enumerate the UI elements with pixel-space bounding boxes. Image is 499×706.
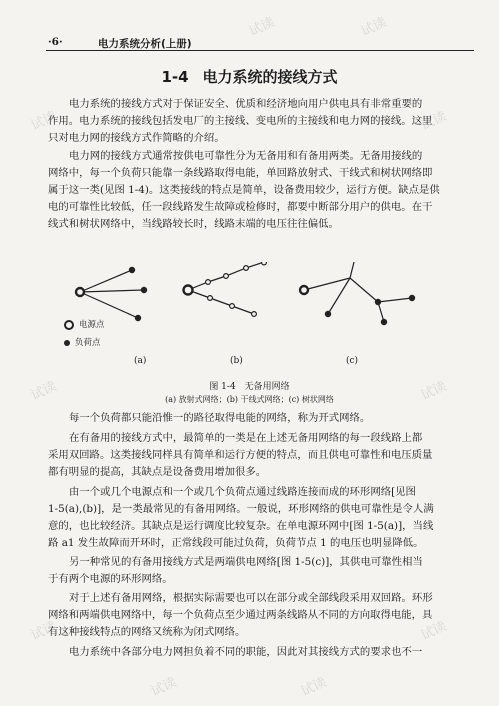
text-line: 电力系统的接线方式对于保证安全、优质和经济地向用户供电具有非常重要的 <box>69 98 423 110</box>
text-line: 网络和两端供电网络中，每一个负荷点至少通过两条线路从不同的方向取得电能，具 <box>48 609 433 621</box>
paragraph-4 <box>48 430 474 481</box>
text-line: 电力网的接线方式通常按供电可靠性分为无备用和有备用两类。无备用接线的 <box>69 150 423 162</box>
text-line: 采用双回路。这类接线同样具有简单和运行方便的特点，而且供电可靠性和电压质量 <box>48 449 433 461</box>
legend-load-label: 负荷点 <box>75 338 101 348</box>
watermark: 试读 <box>358 15 389 40</box>
source-node <box>300 286 308 294</box>
legend-source <box>64 318 105 330</box>
source-node <box>184 286 193 295</box>
trunk-network-diagram <box>184 262 267 316</box>
figure-label-b: (b) <box>230 356 243 366</box>
figure-label-a: (a) <box>134 356 147 366</box>
watermark: 试读 <box>418 109 449 134</box>
text-line: 意的，也比较经济。其缺点是运行调度比较复杂。在单电源环网中[图 1-5(a)]，当线 <box>48 520 434 532</box>
text-line: 由一个或几个电源点和一个或几个负荷点通过线路连接而成的环形网络[见图 <box>69 486 416 498</box>
load-node <box>325 311 330 316</box>
source-symbol-icon <box>64 320 74 330</box>
text-line: 网络中，每一个负荷只能靠一条线路取得电能，单回路放射式、干线式和树状网络即 <box>48 167 433 179</box>
text-line: 另一种常见的有备用接线方式是两端供电网络[图 1-5(c)]，其供电可靠性相当 <box>69 556 423 568</box>
text-line: 电的可靠性比较低，任一段线路发生故障或检修时，都要中断部分用户的供电。在干 <box>48 201 433 213</box>
page-number: ·6· <box>48 36 63 48</box>
text-line: 电力系统中各部分电力网担负着不同的职能，因此对其接线方式的要求也不一 <box>69 646 423 658</box>
load-node <box>381 319 386 324</box>
paragraph-6 <box>48 554 474 588</box>
paragraph-7 <box>48 590 474 644</box>
tree-network-diagram <box>300 262 415 325</box>
text-line: 都有明显的提高，其缺点是设备费用增加很多。 <box>48 466 267 478</box>
load-node <box>141 287 146 292</box>
watermark: 试读 <box>246 15 277 40</box>
paragraph-1 <box>48 96 474 147</box>
paragraph-2 <box>48 148 474 233</box>
load-node <box>409 295 414 300</box>
watermark: 试读 <box>28 619 59 644</box>
load-node <box>230 304 235 309</box>
figure-subcaption: (a) 放射式网络；(b) 干线式网络；(c) 树状网络 <box>165 395 334 404</box>
text-line: 于有两个电源的环形网络。 <box>48 573 173 585</box>
section-heading: 电力系统的接线方式 <box>202 68 338 86</box>
watermark: 试读 <box>298 675 329 700</box>
watermark: 试读 <box>148 675 179 700</box>
paragraph-8 <box>48 644 474 661</box>
load-node <box>206 280 211 285</box>
text-line: 作用。电力系统的接线包括发电厂的主接线、变电所的主接线和电力网的接线。这里 <box>48 115 433 127</box>
load-node <box>252 312 257 317</box>
text-line: 每一个负荷都只能沿惟一的路径取得电能的网络，称为开式网络。 <box>69 412 371 424</box>
text-line: 路 a1 发生故障而开环时，正常线段可能过负荷，负荷节点 1 的电压也明显降低。 <box>48 537 424 549</box>
running-title: 电力系统分析(上册) <box>98 38 192 50</box>
network-diagrams <box>60 262 440 362</box>
load-node <box>129 267 134 272</box>
radial-network-diagram <box>76 267 147 320</box>
section-number: 1-4 <box>161 68 189 86</box>
figure-label-c: (c) <box>346 356 359 366</box>
legend-source-label: 电源点 <box>79 320 105 330</box>
header-rule <box>46 50 474 51</box>
load-node <box>375 299 380 304</box>
section-title <box>0 66 499 87</box>
text-line: 线式和树状网络中，当线路较长时，线路末端的电压往往偏低。 <box>48 218 339 230</box>
network-figure <box>60 262 440 362</box>
watermark: 试读 <box>28 379 59 404</box>
watermark: 试读 <box>418 619 449 644</box>
load-node <box>244 266 249 271</box>
watermark: 试读 <box>418 379 449 404</box>
text-line: 1-5(a),(b)]，是一类最常见的有备用网络。一般说，环形网络的供电可靠性是令人满 <box>48 503 434 515</box>
legend-load <box>64 336 101 348</box>
load-symbol-icon <box>64 340 70 346</box>
text-line: 属于这一类(见图 1-4)。这类接线的特点是简单，设备费用较少，运行方便。缺点是供 <box>48 184 440 196</box>
source-node <box>76 288 84 296</box>
load-node <box>262 262 267 265</box>
figure-caption: 图 1-4 无备用网络 <box>209 382 290 392</box>
text-line: 只对电力网的接线方式作简略的介绍。 <box>48 132 225 144</box>
load-node <box>224 274 229 279</box>
text-line: 对于上述有备用网络，根据实际需要也可以在部分或全部线段采用双回路。环形 <box>69 592 433 604</box>
text-line: 在有备用的接线方式中，最简单的一类是在上述无备用网络的每一段线路上都 <box>69 432 423 444</box>
paragraph-5 <box>48 484 474 552</box>
load-node <box>135 315 140 320</box>
text-line: 有这种接线特点的网络又统称为闭式网络。 <box>48 626 246 638</box>
paragraph-3 <box>48 410 474 427</box>
load-node <box>208 296 213 301</box>
watermark: 试读 <box>28 109 59 134</box>
